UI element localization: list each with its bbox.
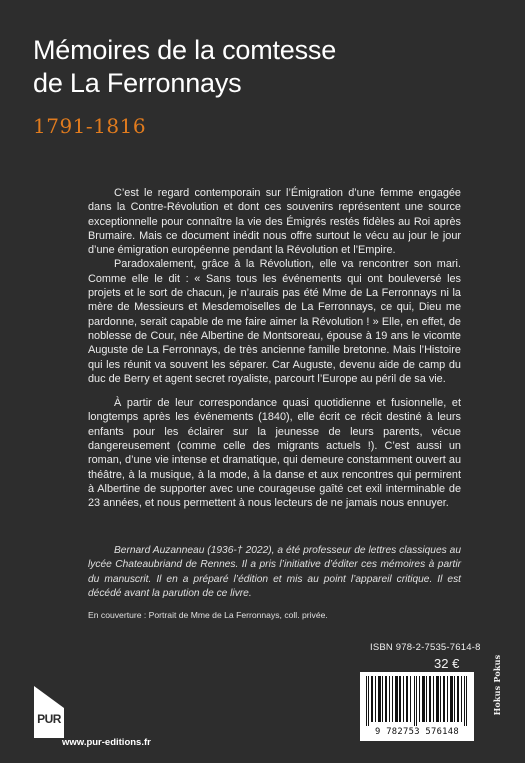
blurb-paragraph-2: Paradoxalement, grâce à la Révolution, elle va rencontrer son mari. Comme elle le dit : « Sans tous les événements qui ont bouleversé les projets et le sort de chacun, je n’aurais pas été Mme de La Ferronnays ni la mère de Messieurs et Mesdemoiselles de La Ferronnays, ce qui, Dieu me pardonne, serait capable de me faire aimer la Révolution ! » Elle, en effet, de noblesse de Cour, née Albertine de Montsoreau, épouse à 19 ans le vicomte Auguste de La Ferronnays, de très ancienne famille bretonne. Mais l’Histoire qui les réunit va souvent les séparer. Car Auguste, devenu aide de camp du duc de Berry et agent secret royaliste, parcourt l’Europe au péril de sa vie. bbox=[88, 258, 461, 385]
series-logo-text: Hokus Pokus bbox=[492, 654, 502, 716]
book-title bbox=[33, 34, 493, 100]
book-title-line-1: Mémoires de la comtesse bbox=[33, 35, 337, 65]
publisher-website: www.pur-editions.fr bbox=[62, 737, 151, 748]
isbn: ISBN 978-2-7535-7614-8 bbox=[370, 642, 481, 653]
barcode-digits: 9 782753 576148 bbox=[375, 727, 459, 737]
book-title-line-2: de La Ferronnays bbox=[33, 68, 242, 98]
author-note bbox=[88, 544, 461, 601]
publisher-logo-shape bbox=[34, 686, 64, 708]
blurb-paragraph-1: C’est le regard contemporain sur l’Émigration d’une femme engagée dans la Contre-Révolution et dont ces souvenirs représentent une source exceptionnelle pour connaître la vie des Émigrés restés fidèles au Roi après Brumaire. Mais ce document inédit nous offre surtout le vécu au jour le jour d’une émigration européenne pendant la Révolution et l’Empire. bbox=[88, 187, 461, 257]
blurb bbox=[88, 186, 461, 511]
barcode-bars-icon bbox=[366, 676, 468, 726]
publisher-logo bbox=[34, 686, 64, 738]
cover-credit: En couverture : Portrait de Mme de La Ferronnays, coll. privée. bbox=[88, 610, 328, 620]
blurb-paragraph-3: À partir de leur correspondance quasi quotidienne et fusionnelle, et longtemps après les événements (1840), elle écrit ce récit destiné à leurs enfants pour les éclairer sur la jeunesse de leurs parents, vécue dangereusement (comme celle des migrants actuels !). C’est aussi un roman, d’une vie intense et dramatique, qui demeure constamment ouvert au théâtre, à la musique, à la mode, à la danse et aux rencontres qui permirent à Albertine de supporter avec une courageuse gaîté cet exil interminable de 23 années, et nous permettent à nous lecteurs de ne jamais nous ennuyer. bbox=[88, 397, 461, 510]
series-logo bbox=[485, 640, 507, 740]
author-note-text: Bernard Auzanneau (1936-† 2022), a été professeur de lettres classiques au lycée Chateaubriand de Rennes. Il a pris l’initiative d’éditer ces mémoires à partir du manuscrit. Il en a préparé l’édition et mis au point l’appareil critique. Il est décédé avant la parution de ce livre. bbox=[88, 545, 461, 599]
book-dates: 1791-1816 bbox=[33, 114, 147, 138]
price: 32 € bbox=[434, 656, 460, 671]
barcode bbox=[360, 672, 474, 741]
publisher-logo-text: PUR bbox=[37, 712, 61, 726]
